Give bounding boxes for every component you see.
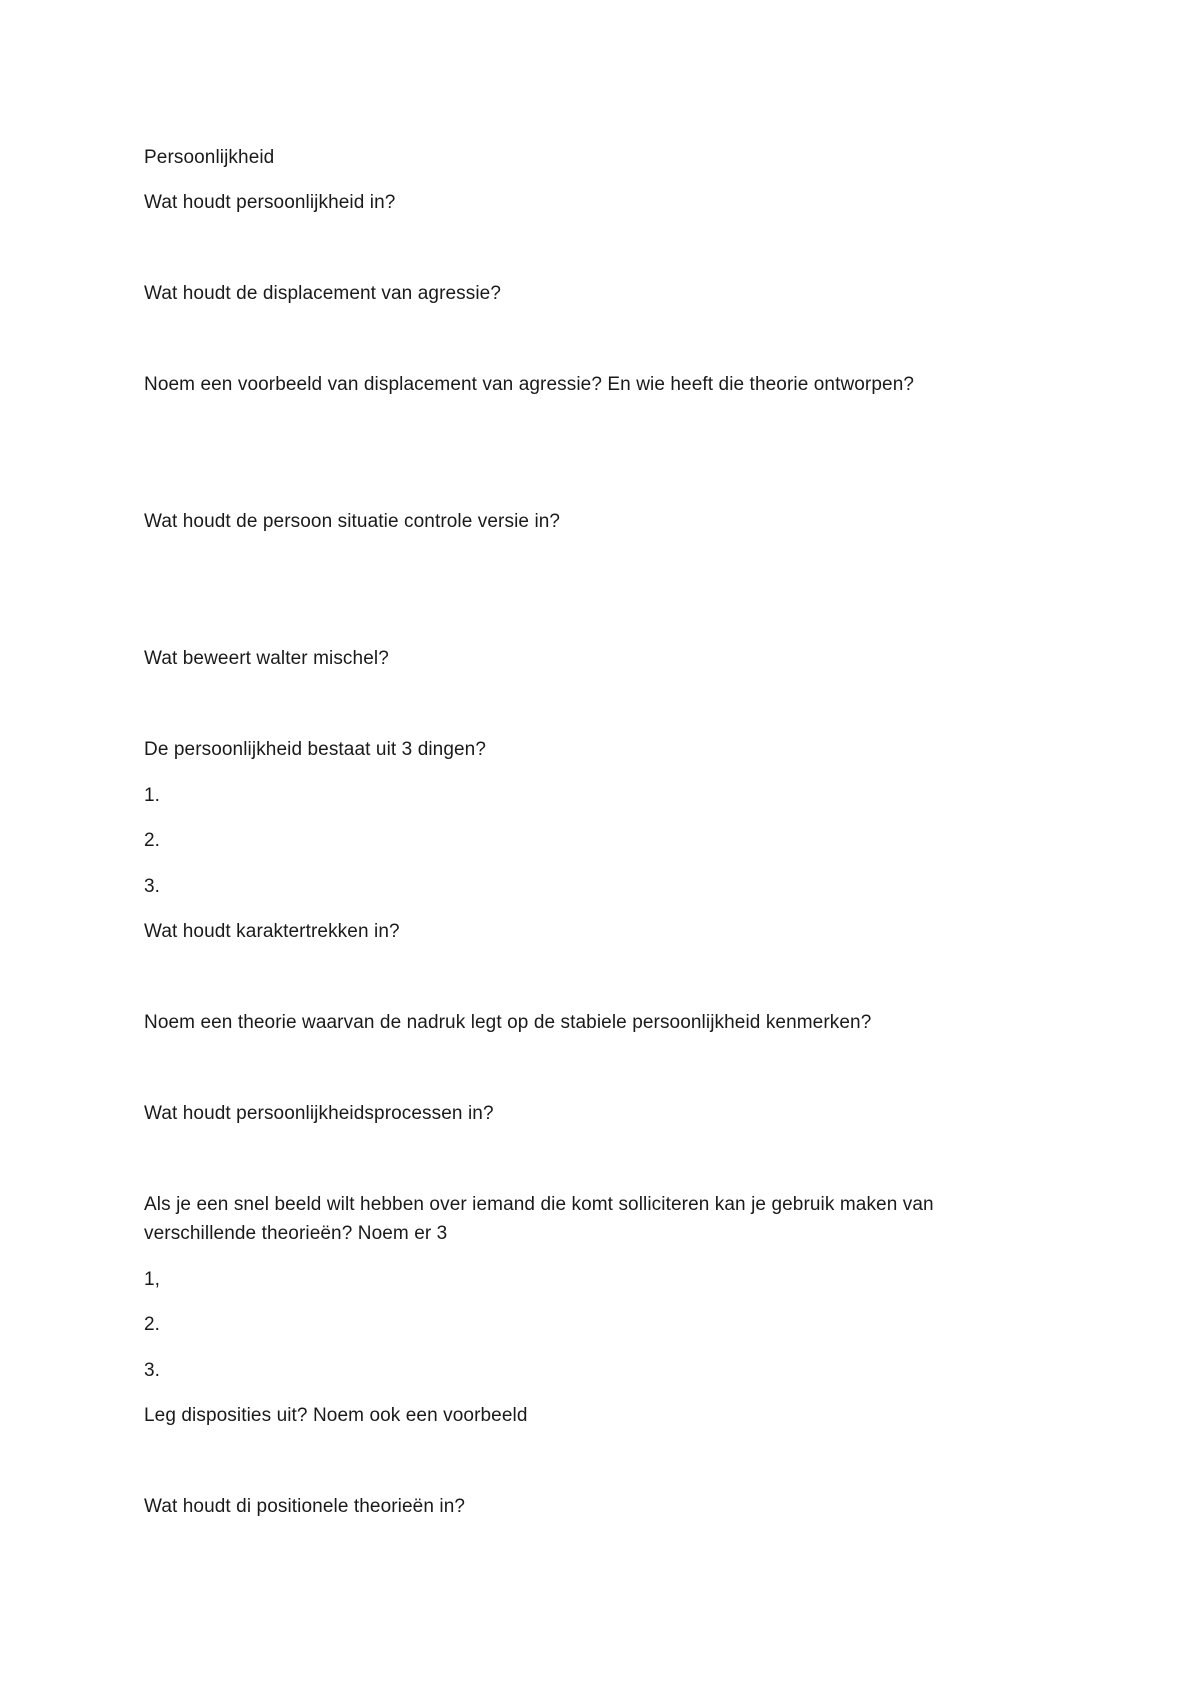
list-item-number: 2. (144, 1314, 161, 1335)
question-sollicitatie-line-2: verschillende theorieën? Noem er 3 (144, 1223, 448, 1244)
question-dispositionele-theorieen: Wat houdt di positionele theorieën in? (144, 1496, 466, 1517)
question-persoonlijkheidsprocessen: Wat houdt persoonlijkheidsprocessen in? (144, 1103, 494, 1124)
document-title: Persoonlijkheid (144, 147, 275, 168)
list-item-number: 2. (144, 830, 161, 851)
list-item-number: 1, (144, 1269, 161, 1290)
question-displacement: Wat houdt de displacement van agressie? (144, 283, 502, 304)
question-voorbeeld-displacement: Noem een voorbeeld van displacement van agressie? En wie heeft die theorie ontworpen? (144, 374, 915, 395)
question-drie-dingen: De persoonlijkheid bestaat uit 3 dingen? (144, 739, 487, 760)
question-karaktertrekken: Wat houdt karaktertrekken in? (144, 921, 400, 942)
list-item-number: 1. (144, 785, 161, 806)
question-disposities: Leg disposities uit? Noem ook een voorbeeld (144, 1405, 528, 1426)
question-walter-mischel: Wat beweert walter mischel? (144, 648, 389, 669)
question-sollicitatie-line-1: Als je een snel beeld wilt hebben over iemand die komt solliciteren kan je gebruik maken van (144, 1194, 934, 1215)
list-item-number: 3. (144, 876, 161, 897)
list-item-number: 3. (144, 1360, 161, 1381)
question-persoon-situatie: Wat houdt de persoon situatie controle versie in? (144, 511, 561, 532)
question-persoonlijkheid: Wat houdt persoonlijkheid in? (144, 192, 396, 213)
question-stabiele-kenmerken: Noem een theorie waarvan de nadruk legt op de stabiele persoonlijkheid kenmerken? (144, 1012, 872, 1033)
